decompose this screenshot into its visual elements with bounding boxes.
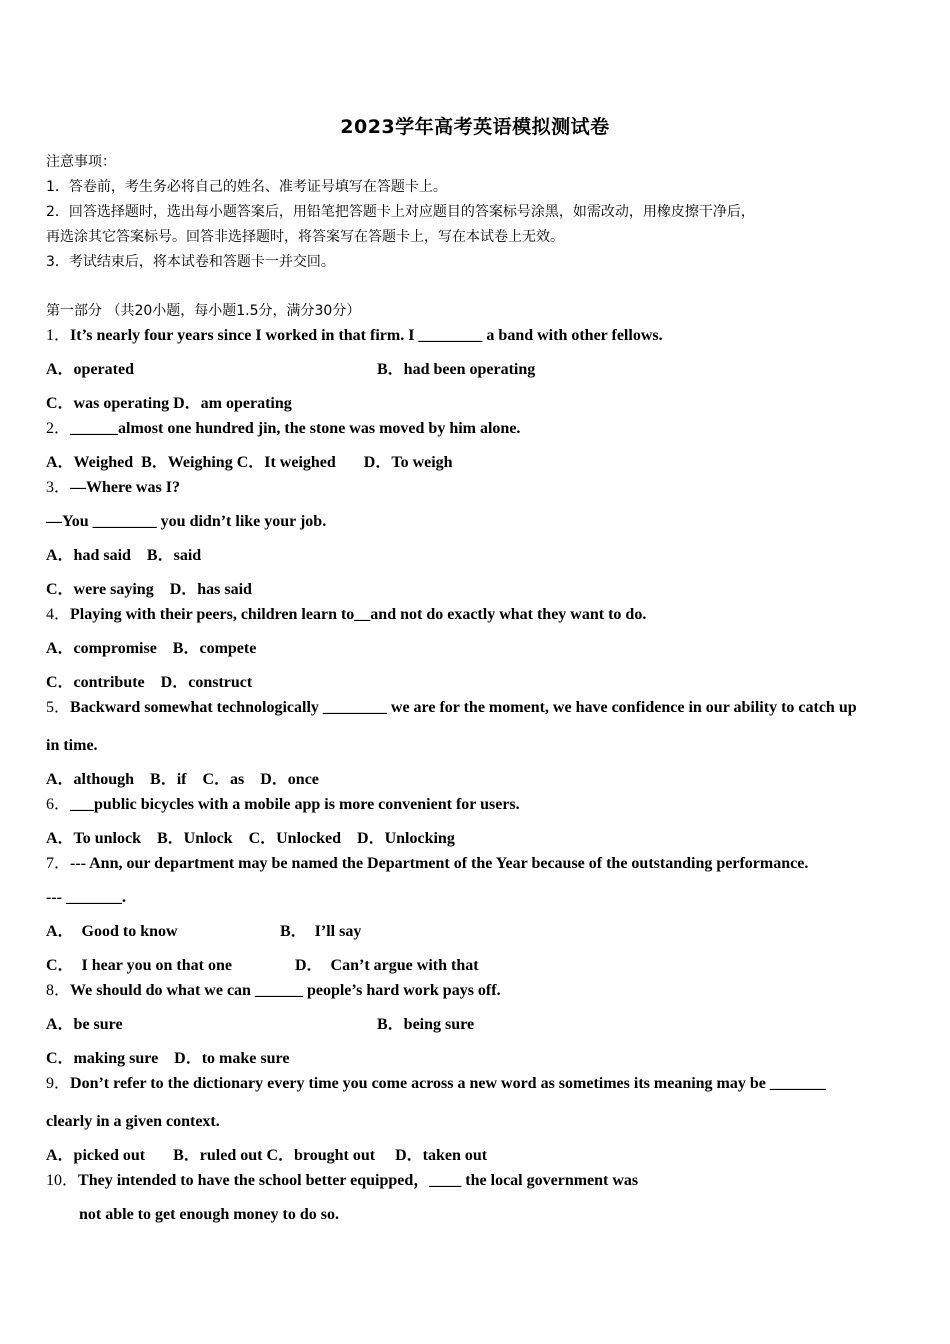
- options-cd: C．contribute D．construct: [46, 674, 253, 691]
- options-row: A．Weighed B．Weighing C．It weighed D．To weigh: [46, 454, 453, 471]
- options-row: A．although B．if C．as D．once: [46, 771, 319, 788]
- question-stem: —Where was I?: [70, 479, 180, 496]
- question-stem: It’s nearly four years since I worked in that firm. I ________ a band with other fellows.: [70, 327, 663, 344]
- note-item: 1．答卷前，考生务必将自己的姓名、准考证号填写在答题卡上。: [46, 179, 447, 195]
- option-a: A．be sure: [46, 1016, 123, 1033]
- question-8: [46, 981, 501, 1001]
- question-number: 7．: [46, 855, 71, 872]
- options-ab: A．compromise B．compete: [46, 640, 257, 657]
- question-number: 5．: [46, 699, 71, 716]
- question-9: [46, 1074, 826, 1094]
- question-stem: They intended to have the school better equipped，____ the local government was: [78, 1172, 639, 1189]
- option-b: B．had been operating: [377, 361, 536, 378]
- question-2: [46, 419, 520, 439]
- question-number: 6．: [46, 796, 71, 813]
- options-cd: C．were saying D．has said: [46, 581, 252, 598]
- question-stem-continued: clearly in a given context.: [46, 1113, 220, 1130]
- section-heading: 第一部分 （共20小题，每小题1.5分，满分30分）: [46, 303, 361, 319]
- note-item: 2．回答选择题时，选出每小题答案后，用铅笔把答题卡上对应题目的答案标号涂黑，如需改动，用橡皮擦干净后，: [46, 204, 755, 220]
- options-ab: A．had said B．said: [46, 547, 202, 564]
- question-4: [46, 605, 646, 625]
- question-stem: Don’t refer to the dictionary every time you come across a new word as sometimes its meaning may be _______: [70, 1075, 826, 1092]
- option-b: B．being sure: [377, 1016, 475, 1033]
- question-number: 8．: [46, 982, 71, 999]
- question-number: 3．: [46, 479, 71, 496]
- option-b: B． I’ll say: [280, 923, 362, 940]
- question-number: 9．: [46, 1075, 71, 1092]
- option-a: A． Good to know: [46, 923, 178, 940]
- question-stem: ______almost one hundred jin, the stone was moved by him alone.: [70, 420, 521, 437]
- option-a: A．operated: [46, 361, 134, 378]
- option-c: C． I hear you on that one: [46, 957, 232, 974]
- question-stem-continued: in time.: [46, 737, 98, 754]
- question-stem-continued: —You ________ you didn’t like your job.: [46, 513, 327, 530]
- question-stem: Playing with their peers, children learn to__and not do exactly what they want to do.: [70, 606, 647, 623]
- question-6: [46, 795, 520, 815]
- notes-heading: 注意事项：: [46, 154, 116, 170]
- option-d: D． Can’t argue with that: [295, 957, 479, 974]
- question-stem: Backward somewhat technologically ________ we are for the moment, we have confidence in our ability to catch up: [70, 699, 857, 716]
- options-cd: C．making sure D．to make sure: [46, 1050, 290, 1067]
- question-3: [46, 478, 180, 498]
- question-stem: ___public bicycles with a mobile app is more convenient for users.: [70, 796, 520, 813]
- question-number: 1．: [46, 327, 71, 344]
- question-stem: We should do what we can ______ people’s hard work pays off.: [70, 982, 501, 999]
- question-5: [46, 698, 857, 718]
- options-cd: C．was operating D．am operating: [46, 395, 292, 412]
- options-row: A．To unlock B．Unlock C．Unlocked D．Unlocking: [46, 830, 455, 847]
- question-7: [46, 854, 808, 874]
- note-item: 再选涂其它答案标号。回答非选择题时，将答案写在答题卡上，写在本试卷上无效。: [46, 229, 564, 245]
- question-stem-continued: --- _______.: [46, 889, 126, 906]
- question-number: 2．: [46, 420, 71, 437]
- options-row: A．picked out B．ruled out C．brought out D．taken out: [46, 1147, 488, 1164]
- note-item: 3．考试结束后，将本试卷和答题卡一并交回。: [46, 254, 335, 270]
- question-stem: --- Ann, our department may be named the Department of the Year because of the outstanding performance.: [70, 855, 809, 872]
- question-number: 4．: [46, 606, 71, 623]
- question-number: 10．: [46, 1172, 79, 1189]
- page-title: 2023学年高考英语模拟测试卷: [340, 116, 610, 138]
- question-10: [46, 1171, 638, 1191]
- question-stem-continued: not able to get enough money to do so.: [79, 1206, 340, 1223]
- question-1: [46, 326, 663, 346]
